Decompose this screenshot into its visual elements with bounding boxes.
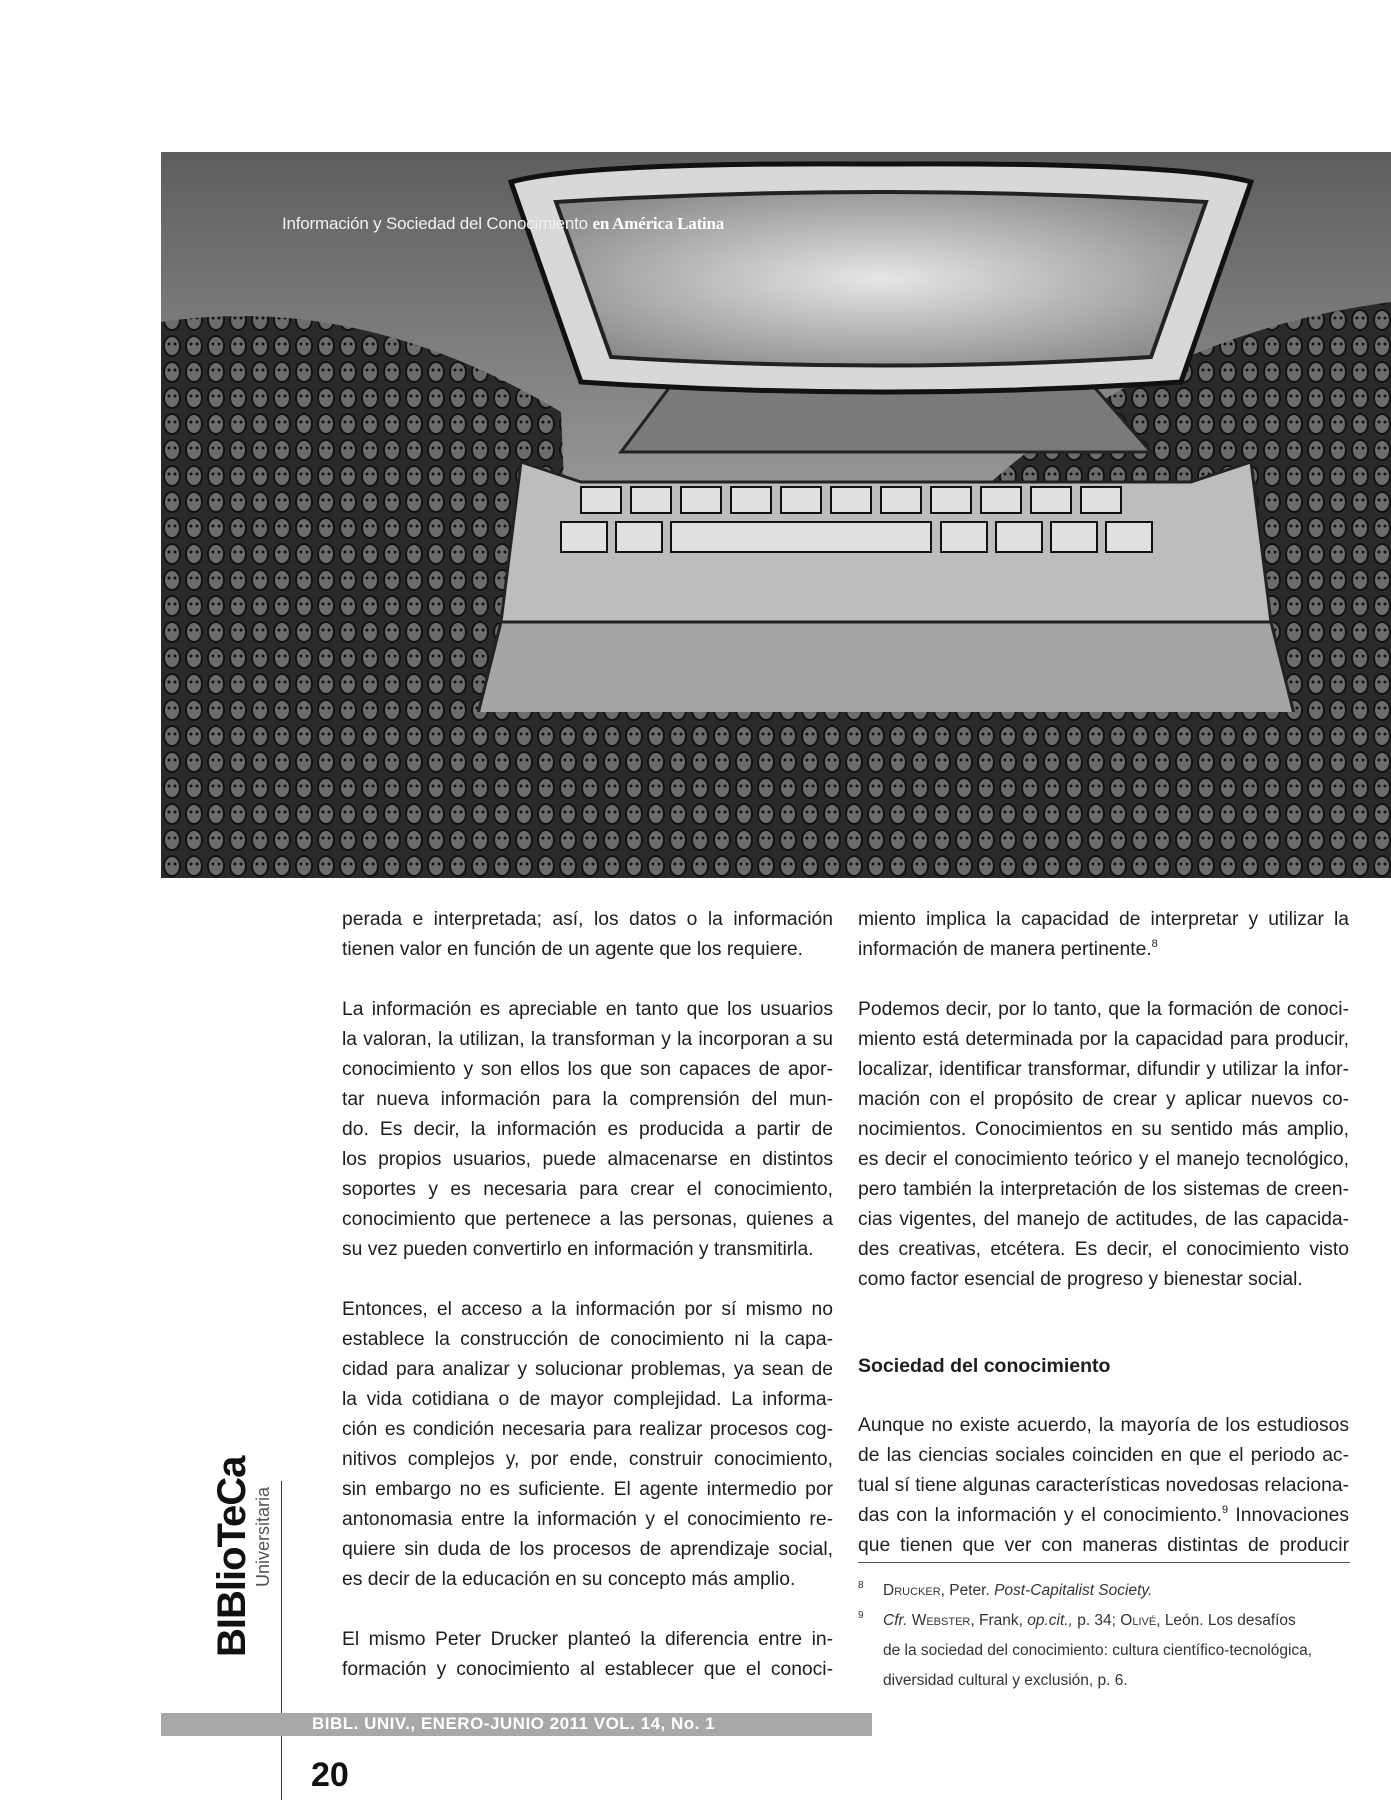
text-line: sin embargo no es suficiente. El agente intermedio por [342, 1479, 833, 1500]
footnote-opcit: op.cit., [1027, 1612, 1073, 1629]
text-line [858, 1501, 1349, 1531]
footnote-author: Webster [911, 1612, 971, 1629]
running-title-light: Información y Sociedad del Conocimiento [282, 214, 588, 233]
text-line: es decir de la educación en su concepto más amplio. [342, 1569, 796, 1590]
cover-illustration [161, 152, 1391, 878]
text-line: cias vigentes, del manejo de actitudes, de las capacida- [858, 1209, 1349, 1230]
text-line: la valoran, la utilizan, la transforman y la incorporan a su [342, 1029, 833, 1050]
col1-paragraph-1 [342, 905, 833, 965]
footnote-ref-9[interactable]: 9 [1221, 1504, 1229, 1516]
text-line: los propios usuarios, puede almacenarse en distintos [342, 1149, 833, 1170]
biblioteca-universitaria-logo [210, 1456, 275, 1657]
logo-sub: Universitaria [253, 1487, 273, 1588]
text-line: miento está determinada por la capacidad para producir, [858, 1029, 1349, 1050]
text-line: Entonces, el acceso a la información por sí mismo no [342, 1299, 833, 1320]
text-fragment: Innovaciones [1228, 1505, 1349, 1526]
text-line: La información es apreciable en tanto que los usuarios [342, 999, 833, 1020]
text-fragment: información de manera pertinente. [858, 939, 1152, 960]
page-number: 20 [311, 1756, 349, 1794]
text-line: perada e interpretada; así, los datos o la información [342, 909, 833, 930]
footnote-text: p. 34; [1072, 1612, 1121, 1629]
text-line: des creativas, etcétera. Es decir, el conocimiento visto [858, 1239, 1349, 1260]
text-line: conocimiento que pertenece a las personas, quienes a [342, 1209, 833, 1230]
footnote-text: diversidad cultural y exclusión, p. 6. [883, 1672, 1128, 1689]
text-line: do. Es decir, la información es producida a partir de [342, 1119, 833, 1140]
text-line [858, 935, 1349, 965]
text-line: conocimiento y son ellos los que son capaces de apor- [342, 1059, 833, 1080]
footnote-text: , León. Los desafíos [1156, 1612, 1296, 1629]
text-line: quiere sin duda de los procesos de aprendizaje social, [342, 1539, 833, 1560]
section-heading: Sociedad del conocimiento [858, 1355, 1111, 1377]
text-line: miento implica la capacidad de interpretar y utilizar la [858, 909, 1349, 930]
text-fragment: das con la información y el conocimiento. [858, 1505, 1222, 1526]
text-line: que tienen que ver con maneras distintas de producir [858, 1535, 1349, 1556]
margin-rule [281, 1481, 282, 1800]
text-line: Podemos decir, por lo tanto, que la formación de conoci- [858, 999, 1349, 1020]
text-line: Aunque no existe acuerdo, la mayoría de los estudiosos [858, 1415, 1349, 1436]
footnote-title: Post-Capitalist Society. [994, 1582, 1153, 1599]
text-line: pero también la interpretación de los sistemas de creen- [858, 1179, 1349, 1200]
col1-paragraph-2 [342, 995, 833, 1265]
text-line: ción es condición necesaria para realizar procesos cog- [342, 1419, 833, 1440]
text-line: establece la construcción de conocimiento ni la capa- [342, 1329, 833, 1350]
footnote-divider [858, 1562, 1350, 1563]
text-line: nocimientos. Conocimientos en su sentido más amplio, [858, 1119, 1349, 1140]
footnote-author: Drucker [883, 1582, 941, 1599]
running-title [282, 214, 724, 234]
text-line: tual sí tiene algunas características novedosas relaciona- [858, 1475, 1349, 1496]
text-line: de las ciencias sociales coinciden en que el periodo ac- [858, 1445, 1349, 1466]
text-line: cidad para analizar y solucionar problemas, ya sean de [342, 1359, 833, 1380]
text-line: tienen valor en función de un agente que los requiere. [342, 939, 803, 960]
footnote-text: de la sociedad del conocimiento: cultura científico-tecnológica, [883, 1642, 1313, 1659]
text-line: es decir el conocimiento teórico y el manejo tecnológico, [858, 1149, 1349, 1170]
text-line: antonomasia entre la información y el conocimiento re- [342, 1509, 833, 1530]
text-line: nitivos complejos y, por ende, construir conocimiento, [342, 1449, 833, 1470]
footnote-text: , Peter. [940, 1582, 995, 1599]
footnote-number: 8 [858, 1580, 864, 1591]
footnote-text: , Frank, [970, 1612, 1028, 1629]
col1-paragraph-4 [342, 1625, 833, 1685]
footnote-number: 9 [858, 1610, 864, 1621]
text-line: localizar, identificar transformar, difundir y utilizar la infor- [858, 1059, 1349, 1080]
col2-paragraph-1 [858, 905, 1349, 965]
text-line: como factor esencial de progreso y bienestar social. [858, 1269, 1303, 1290]
col2-paragraph-3 [858, 1411, 1349, 1561]
text-line: formación y conocimiento al establecer que el conoci- [342, 1659, 833, 1680]
computer-crowd-illustration-icon [161, 152, 1391, 878]
text-line: su vez pueden convertirlo en información y transmitirla. [342, 1239, 814, 1260]
col2-paragraph-2 [858, 995, 1349, 1295]
footnote-author: Olivé [1120, 1612, 1157, 1629]
logo-main: BIBlioTeCa [210, 1456, 254, 1657]
footnote-ref-8[interactable]: 8 [1151, 938, 1158, 950]
text-line: tar nueva información para la comprensión del mun- [342, 1089, 833, 1110]
footnote-cfr: Cfr. [883, 1612, 908, 1629]
text-line: mación con el propósito de crear y aplicar nuevos co- [858, 1089, 1349, 1110]
running-title-bold: en América Latina [592, 214, 725, 233]
journal-citation: BIBL. UNIV., ENERO-JUNIO 2011 VOL. 14, No. 1 [312, 1714, 716, 1733]
text-line: la vida cotidiana o de mayor complejidad. La informa- [342, 1389, 833, 1410]
footer-bar [161, 1713, 872, 1736]
text-line: El mismo Peter Drucker planteó la diferencia entre in- [342, 1629, 833, 1650]
text-line: soportes y es necesaria para crear el conocimiento, [342, 1179, 833, 1200]
col1-paragraph-3 [342, 1295, 833, 1595]
